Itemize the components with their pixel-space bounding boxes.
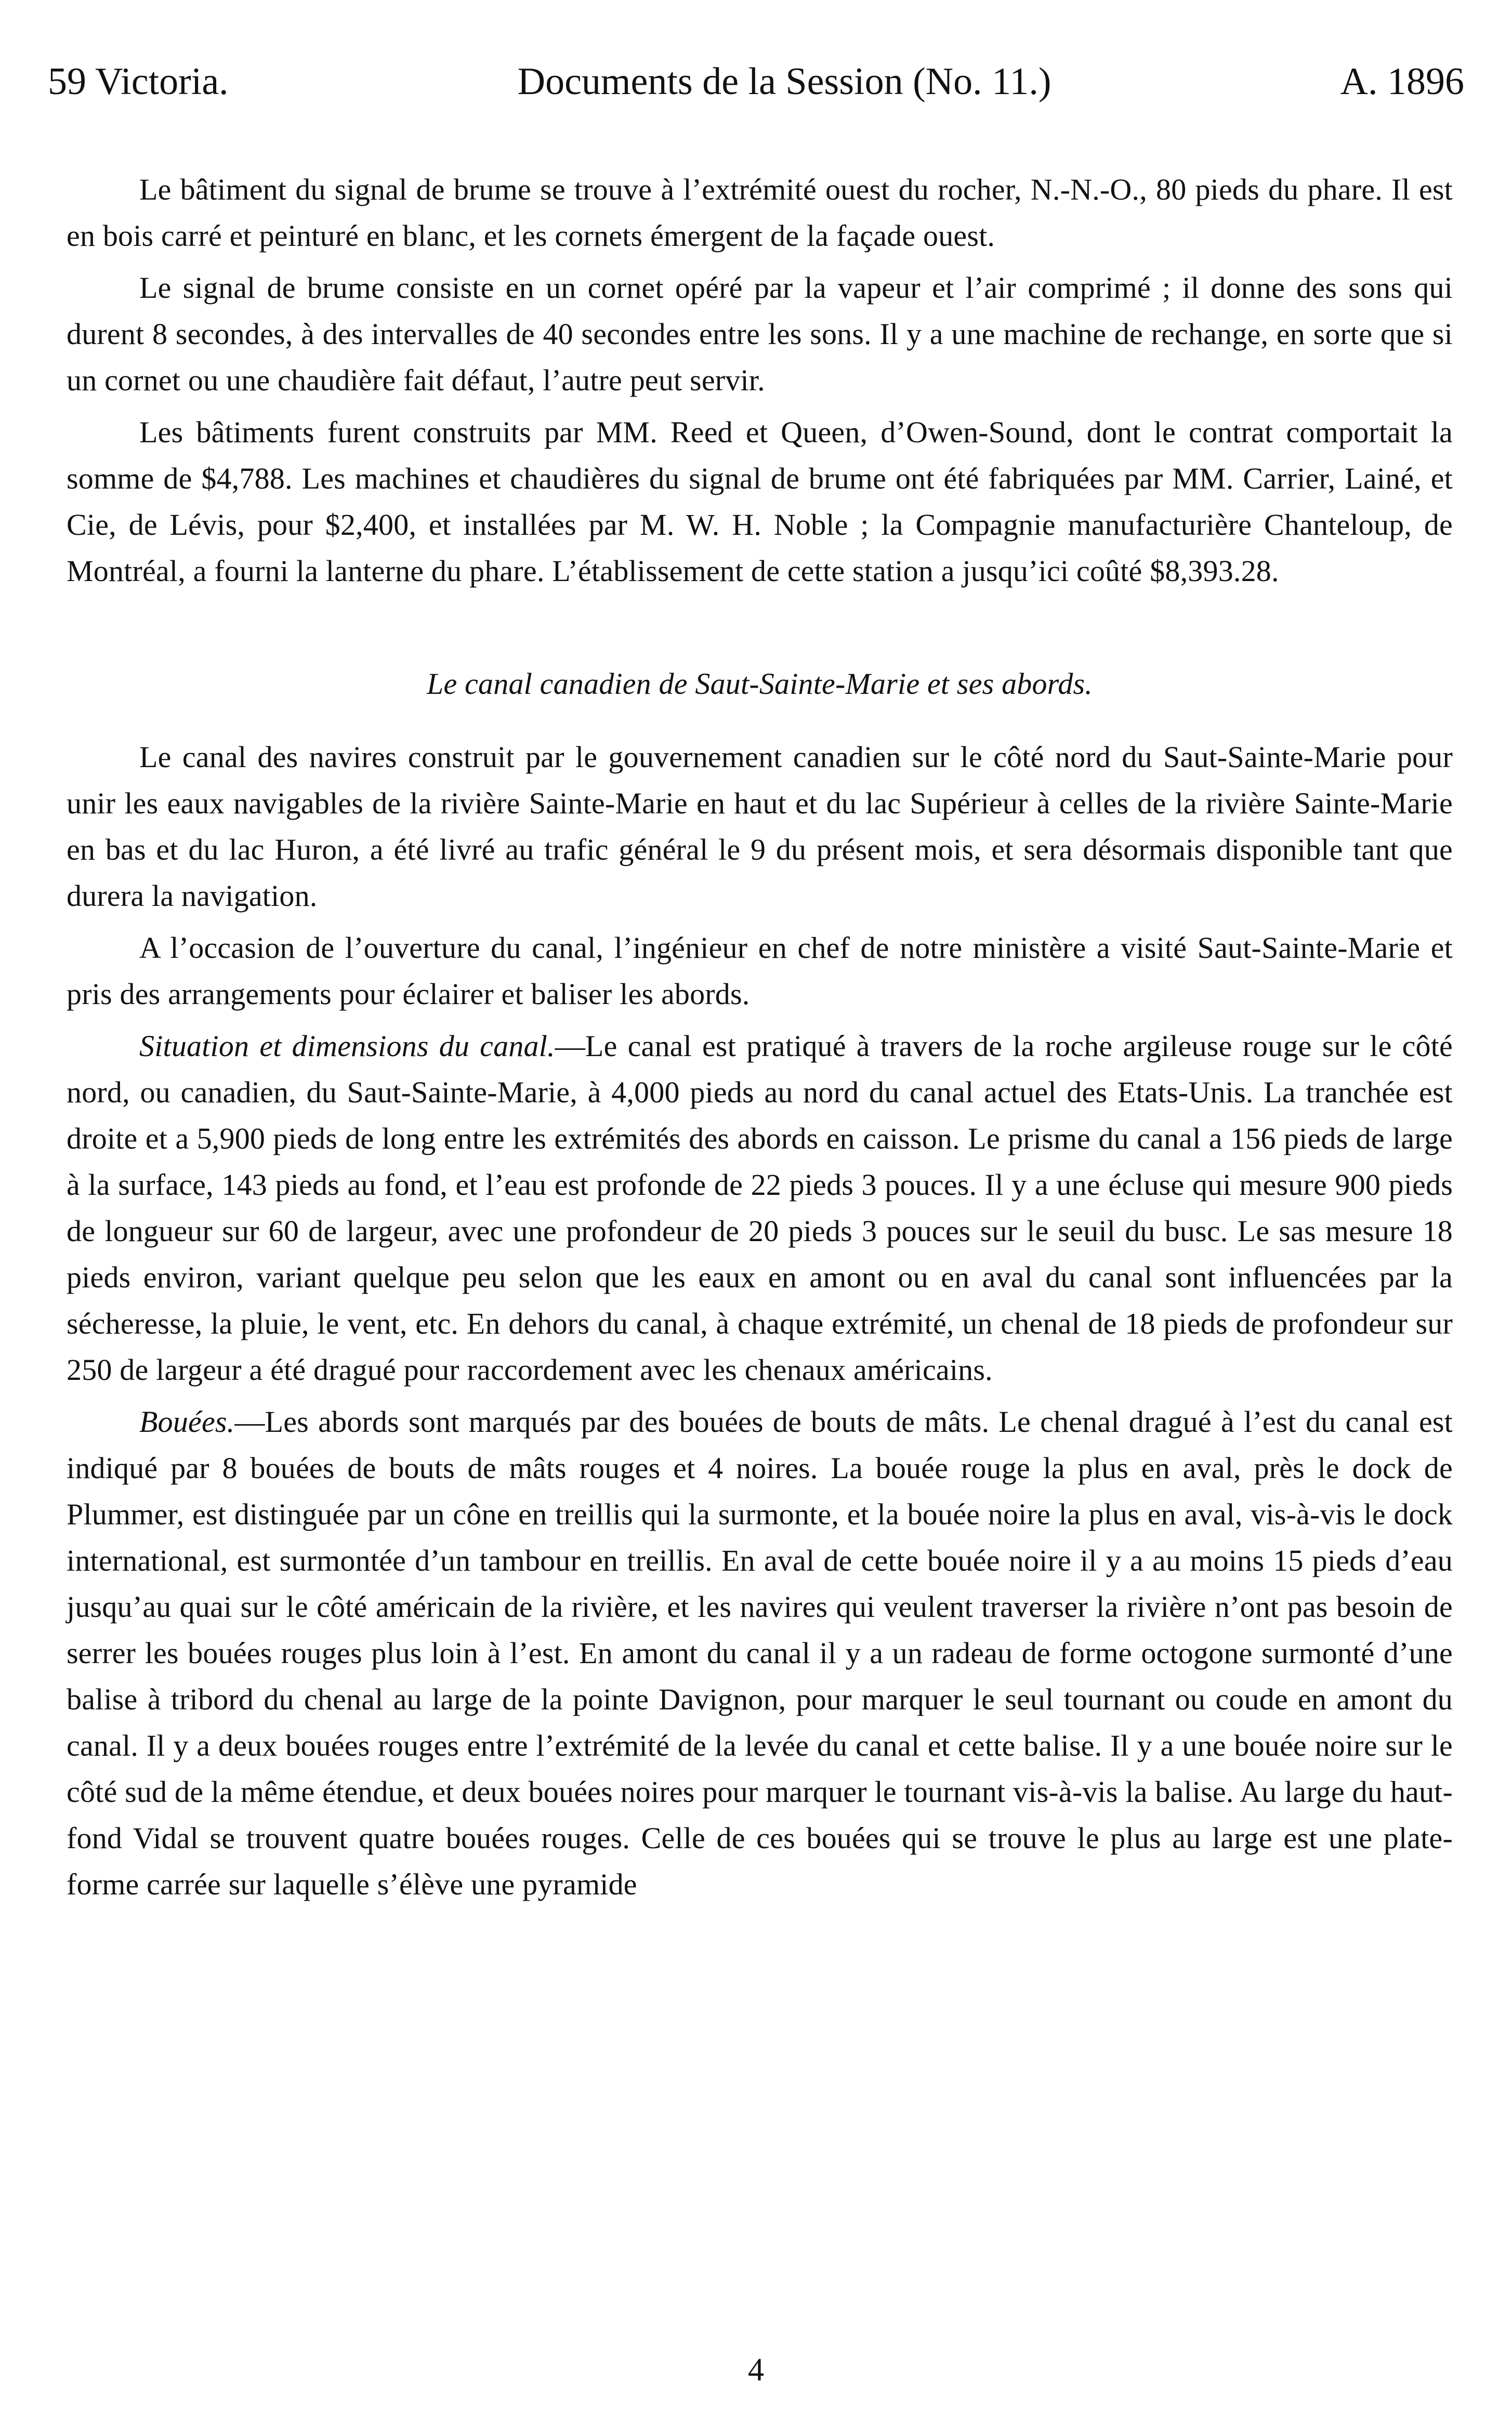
paragraph-body: —Les abords sont marqués par des bouées de bouts de mâts. Le chenal dragué à l’est du canal est indiqué par 8 bouées de bouts de mâts rouges et 4 noires. La bouée rouge la plus en aval, près le dock de Plummer, est distinguée par un cône en treillis qui la surmonte, et la bouée noire la plus en aval, vis-à-vis le dock international, est surmontée d’un tambour en treillis. En aval de cette bouée noire il y a au moins 15 pieds d’eau jusqu’au quai sur le côté américain de la rivière, et les navires qui veulent traverser la rivière n’ont pas besoin de serrer les bouées rouges plus loin à l’est. En amont du canal il y a un radeau de forme octogone surmonté d’une balise à tribord du chenal au large de la pointe Davignon, pour marquer le seul tournant ou coude en amont du canal. Il y a deux bouées rouges entre l’extrémité de la levée du canal et cette balise. Il y a une bouée noire sur le côté sud de la même étendue, et deux bouées noires pour marquer le tournant vis-à-vis la balise. Au large du haut-fond Vidal se trouvent quatre bouées rouges. Celle de ces bouées qui se trouve le plus au large est une plate-forme carrée sur laquelle s’élève une pyramide [67,1405,1453,1901]
paragraph-canal-opening: Le canal des navires construit par le gouvernement canadien sur le côté nord du Saut-Sainte-Marie pour unir les eaux navigables de la rivière Sainte-Marie en haut et du lac Supérieur à celles de la rivière Sainte-Marie en bas et du lac Huron, a été livré au trafic général le 9 du présent mois, et sera désormais disponible tant que durera la navigation. [67,740,1453,913]
paragraph-construction-costs: Les bâtiments furent construits par MM. Reed et Queen, d’Owen-Sound, dont le contrat comportait la somme de $4,788. Les machines et chaudières du signal de brume ont été fabriquées par MM. Carrier, Lainé, et Cie, de Lévis, pour $2,400, et installées par M. W. H. Noble ; la Compagnie manufacturière Chanteloup, de Montréal, a fourni la lanterne du phare. L’établissement de cette station a jusqu’ici coûté $8,393.28. [67,415,1453,588]
paragraph-situation-dimensions [67,1023,1453,1393]
header-volume: 59 Victoria. [48,60,229,103]
paragraph-body: —Le canal est pratiqué à travers de la roche argileuse rouge sur le côté nord, ou canadien, du Saut-Sainte-Marie, à 4,000 pieds au nord du canal actuel des Etats-Unis. La tranchée est droite et a 5,900 pieds de long entre les extrémités des abords en caisson. Le prisme du canal a 156 pieds de large à la surface, 143 pieds au fond, et l’eau est profonde de 22 pieds 3 pouces. Il y a une écluse qui mesure 900 pieds de longueur sur 60 de largeur, avec une profondeur de 20 pieds 3 pouces sur le seuil du busc. Le sas mesure 18 pieds environ, variant quelque peu selon que les eaux en amont ou en aval du canal sont influencées par la sécheresse, la pluie, le vent, etc. En dehors du canal, à chaque extrémité, un chenal de 18 pieds de profondeur sur 250 de largeur a été dragué pour raccordement avec les chenaux américains. [67,1029,1453,1387]
header-year: A. 1896 [1340,60,1464,103]
paragraph-lead: Situation et dimensions du canal. [139,1029,555,1063]
document-body [67,166,1453,1913]
section-title: Le canal canadien de Saut-Sainte-Marie et ses abords. [427,667,1093,701]
paragraph-fog-signal-operation: Le signal de brume consiste en un cornet opéré par la vapeur et l’air comprimé ; il donne des sons qui durent 8 secondes, à des intervalles de 40 secondes entre les sons. Il y a une machine de rechange, en sorte que si un cornet ou une chaudière fait défaut, l’autre peut servir. [67,271,1453,397]
running-header [48,62,1464,120]
paragraph-lead: Bouées. [139,1405,235,1439]
page-number: 4 [748,2352,764,2388]
paragraph-fog-signal-building: Le bâtiment du signal de brume se trouve à l’extrémité ouest du rocher, N.-N.-O., 80 pieds du phare. Il est en bois carré et peinturé en blanc, et les cornets émergent de la façade ouest. [67,173,1453,253]
paragraph-engineer-visit: A l’occasion de l’ouverture du canal, l’ingénieur en chef de notre ministère a visité Saut-Sainte-Marie et pris des arrangements pour éclairer et baliser les abords. [67,931,1453,1011]
paragraph-buoys [67,1399,1453,1907]
header-title: Documents de la Session (No. 11.) [517,60,1051,103]
